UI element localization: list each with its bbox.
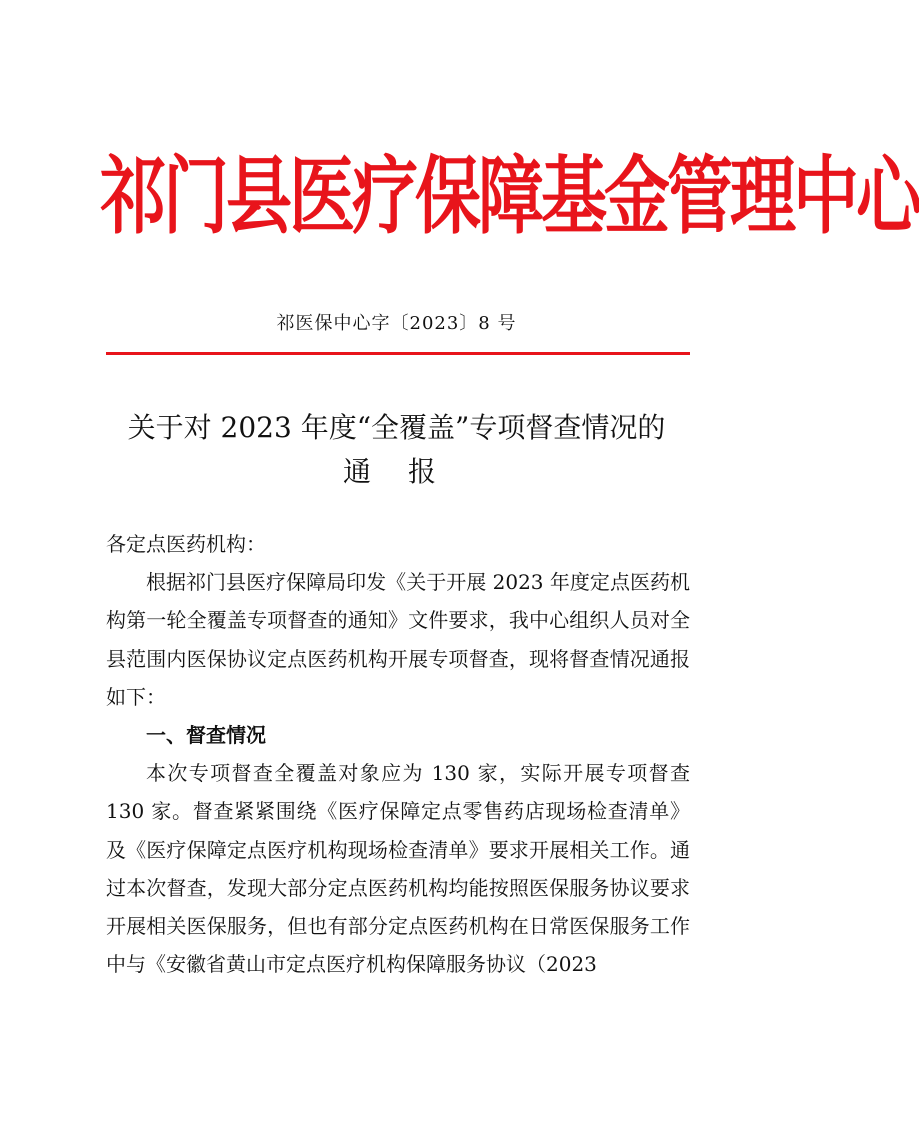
masthead-char: 管: [667, 146, 730, 246]
masthead-char: 基: [541, 146, 604, 246]
masthead-char: 心: [856, 146, 919, 246]
document-title-line-1: 关于对 2023 年度“全覆盖”专项督查情况的: [127, 411, 666, 444]
section-paragraph: 本次专项督查全覆盖对象应为 130 家，实际开展专项督查 130 家。督查紧紧围绕《医疗保障定点零售药店现场检查清单》及《医疗保障定点医疗机构现场检查清单》要求开展相关工作。通过本次督查，发现大部分定点医药机构均能按照医保服务协议要求开展相关医保服务，但也有部分定点医药机构在日常医保服务工作中与《安徽省黄山市定点医疗机构保障服务协议（2023: [106, 761, 690, 977]
masthead-char: 障: [478, 146, 541, 246]
masthead-char: 理: [730, 146, 793, 246]
masthead-char: 门: [163, 146, 226, 246]
section-heading: 一、督查情况: [146, 723, 266, 748]
masthead-char: 县: [226, 146, 289, 246]
masthead-char: 医: [289, 146, 352, 246]
masthead-char: 中: [793, 146, 856, 246]
masthead-char: 疗: [352, 146, 415, 246]
masthead-char: 祁: [100, 146, 163, 246]
masthead-char: 金: [604, 146, 667, 246]
agency-masthead: [100, 135, 919, 258]
red-divider-line: [106, 352, 690, 355]
document-title-line-2: 通 报: [343, 455, 450, 488]
salutation: 各定点医药机构：: [106, 532, 266, 556]
document-number: 祁医保中心字〔2023〕8 号: [276, 313, 517, 334]
masthead-char: 保: [415, 146, 478, 246]
document-body: [106, 525, 690, 983]
intro-paragraph: 根据祁门县医疗保障局印发《关于开展 2023 年度定点医药机构第一轮全覆盖专项督查的通知》文件要求，我中心组织人员对全县范围内医保协议定点医药机构开展专项督查，现将督查情况通报如下：: [106, 570, 690, 709]
